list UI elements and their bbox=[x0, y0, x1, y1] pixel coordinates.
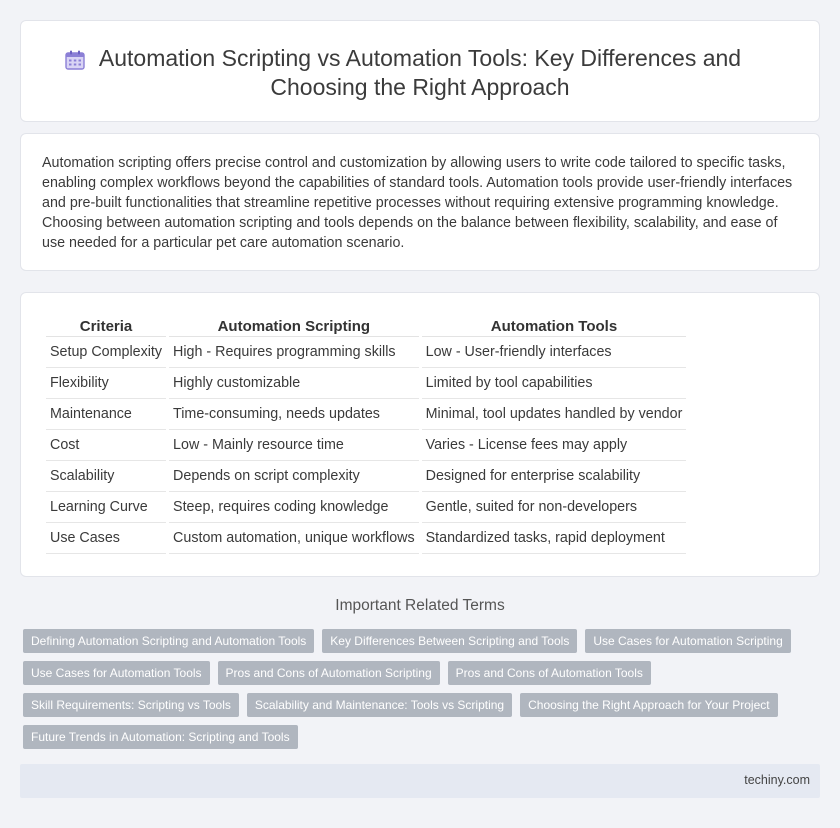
related-term-tag[interactable]: Skill Requirements: Scripting vs Tools bbox=[23, 693, 239, 717]
table-row bbox=[46, 337, 686, 368]
comparison-table bbox=[43, 317, 689, 554]
related-terms-list bbox=[23, 629, 803, 757]
related-term-tag[interactable]: Pros and Cons of Automation Scripting bbox=[218, 661, 440, 685]
table-cell: High - Requires programming skills bbox=[169, 337, 419, 368]
table-cell: Cost bbox=[46, 430, 166, 461]
table-cell: Low - User-friendly interfaces bbox=[422, 337, 687, 368]
table-cell: Custom automation, unique workflows bbox=[169, 523, 419, 554]
footer-site-link[interactable]: techiny.com bbox=[744, 773, 810, 787]
table-row bbox=[46, 399, 686, 430]
table-cell: Depends on script complexity bbox=[169, 461, 419, 492]
table-cell: Minimal, tool updates handled by vendor bbox=[422, 399, 687, 430]
table-cell: Designed for enterprise scalability bbox=[422, 461, 687, 492]
column-header-scripting: Automation Scripting bbox=[169, 317, 419, 337]
related-term-tag[interactable]: Key Differences Between Scripting and Tools bbox=[322, 629, 577, 653]
related-term-tag[interactable]: Scalability and Maintenance: Tools vs Scripting bbox=[247, 693, 512, 717]
footer bbox=[20, 764, 820, 798]
table-cell: Low - Mainly resource time bbox=[169, 430, 419, 461]
related-term-tag[interactable]: Pros and Cons of Automation Tools bbox=[448, 661, 651, 685]
intro-card bbox=[20, 133, 820, 271]
table-cell: Gentle, suited for non-developers bbox=[422, 492, 687, 523]
related-term-tag[interactable]: Use Cases for Automation Scripting bbox=[585, 629, 790, 653]
table-header-row bbox=[46, 317, 686, 337]
table-cell: Standardized tasks, rapid deployment bbox=[422, 523, 687, 554]
related-term-tag[interactable]: Future Trends in Automation: Scripting and Tools bbox=[23, 725, 298, 749]
table-cell: Limited by tool capabilities bbox=[422, 368, 687, 399]
table-cell: Highly customizable bbox=[169, 368, 419, 399]
table-cell: Setup Complexity bbox=[46, 337, 166, 368]
comparison-card bbox=[20, 292, 820, 577]
table-cell: Time-consuming, needs updates bbox=[169, 399, 419, 430]
related-term-tag[interactable]: Use Cases for Automation Tools bbox=[23, 661, 210, 685]
related-terms-heading: Important Related Terms bbox=[335, 597, 505, 614]
related-term-tag[interactable]: Defining Automation Scripting and Automation Tools bbox=[23, 629, 314, 653]
table-row bbox=[46, 430, 686, 461]
column-header-criteria: Criteria bbox=[46, 317, 166, 337]
table-row bbox=[46, 461, 686, 492]
table-cell: Varies - License fees may apply bbox=[422, 430, 687, 461]
table-cell: Scalability bbox=[46, 461, 166, 492]
table-cell: Use Cases bbox=[46, 523, 166, 554]
table-cell: Learning Curve bbox=[46, 492, 166, 523]
table-cell: Flexibility bbox=[46, 368, 166, 399]
related-term-tag[interactable]: Choosing the Right Approach for Your Project bbox=[520, 693, 778, 717]
column-header-tools: Automation Tools bbox=[422, 317, 687, 337]
page-title: Automation Scripting vs Automation Tools: Key Differences and Choosing the Right Approach bbox=[98, 45, 742, 100]
table-cell: Maintenance bbox=[46, 399, 166, 430]
table-row bbox=[46, 492, 686, 523]
table-row bbox=[46, 368, 686, 399]
header-card bbox=[20, 20, 820, 122]
intro-paragraph: Automation scripting offers precise control and customization by allowing users to write code tailored to specific tasks, enabling complex workflows beyond the capabilities of standard tools. Automation tools provide user-friendly interfaces and pre-built functionalities that streamline repetitive processes without requiring extensive programming knowledge. Choosing between automation scripting and tools depends on the balance between flexibility, scalability, and ease of use needed for a particular pet care automation scenario. bbox=[42, 155, 793, 251]
table-cell: Steep, requires coding knowledge bbox=[169, 492, 419, 523]
table-row bbox=[46, 523, 686, 554]
